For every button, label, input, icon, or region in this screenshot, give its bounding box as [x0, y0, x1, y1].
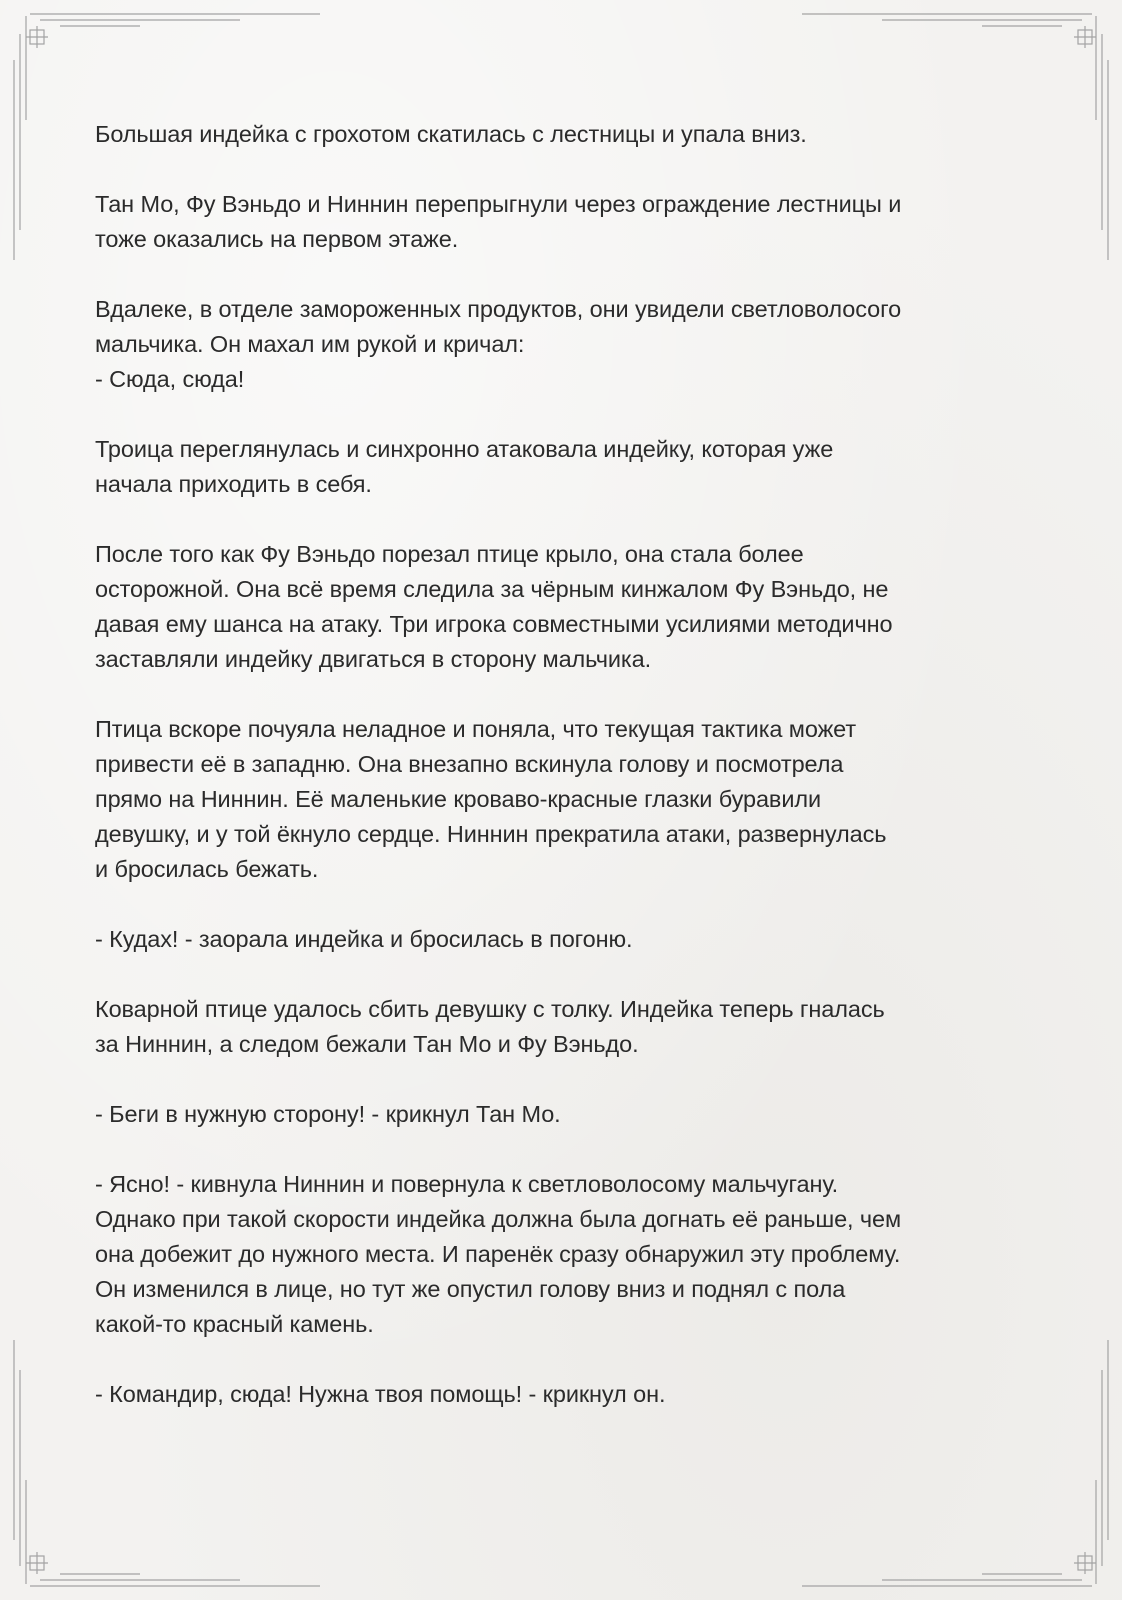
paragraph-7: - Кудах! - заорала индейка и бросилась в погоню.	[95, 926, 633, 952]
paragraph-9: - Беги в нужную сторону! - крикнул Тан Мо.	[95, 1101, 561, 1127]
paragraph-10: - Ясно! - кивнула Ниннин и повернула к светловолосому мальчугану. Однако при такой скорости индейка должна была догнать её раньше, чем она добежит до нужного места. И паренёк сразу обнаружил эту проблему. Он изменился в лице, но тут же опустил голову вниз и поднял с пола какой-то красный камень.	[95, 1171, 902, 1337]
paragraph-1: Большая индейка с грохотом скатилась с лестницы и упала вниз.	[95, 121, 807, 147]
paragraph-6: Птица вскоре почуяла неладное и поняла, что текущая тактика может привести её в западню. Она внезапно вскинула голову и посмотрела прямо на Ниннин. Её маленькие кроваво-красные глазки буравили девушку, и у той ёкнуло сердце. Ниннин прекратила атаки, развернулась и бросилась бежать.	[95, 716, 887, 882]
paragraph-2: Тан Мо, Фу Вэньдо и Ниннин перепрыгнули через ограждение лестницы и тоже оказались на первом этаже.	[95, 191, 902, 252]
paragraph-4: Троица переглянулась и синхронно атаковала индейку, которая уже начала приходить в себя.	[95, 436, 834, 497]
paragraph-3: Вдалеке, в отделе замороженных продуктов, они увидели светловолосого мальчика. Он махал им рукой и кричал: - Сюда, сюда!	[95, 296, 902, 392]
paragraph-8: Коварной птице удалось сбить девушку с толку. Индейка теперь гналась за Ниннин, а следом бежали Тан Мо и Фу Вэньдо.	[95, 996, 885, 1057]
paragraph-5: После того как Фу Вэньдо порезал птице крыло, она стала более осторожной. Она всё время следила за чёрным кинжалом Фу Вэньдо, не давая ему шанса на атаку. Три игрока совместными усилиями методично заставляли индейку двигаться в сторону мальчика.	[95, 541, 893, 672]
paragraph-11: - Командир, сюда! Нужна твоя помощь! - крикнул он.	[95, 1381, 666, 1407]
document-body	[95, 117, 1035, 1447]
